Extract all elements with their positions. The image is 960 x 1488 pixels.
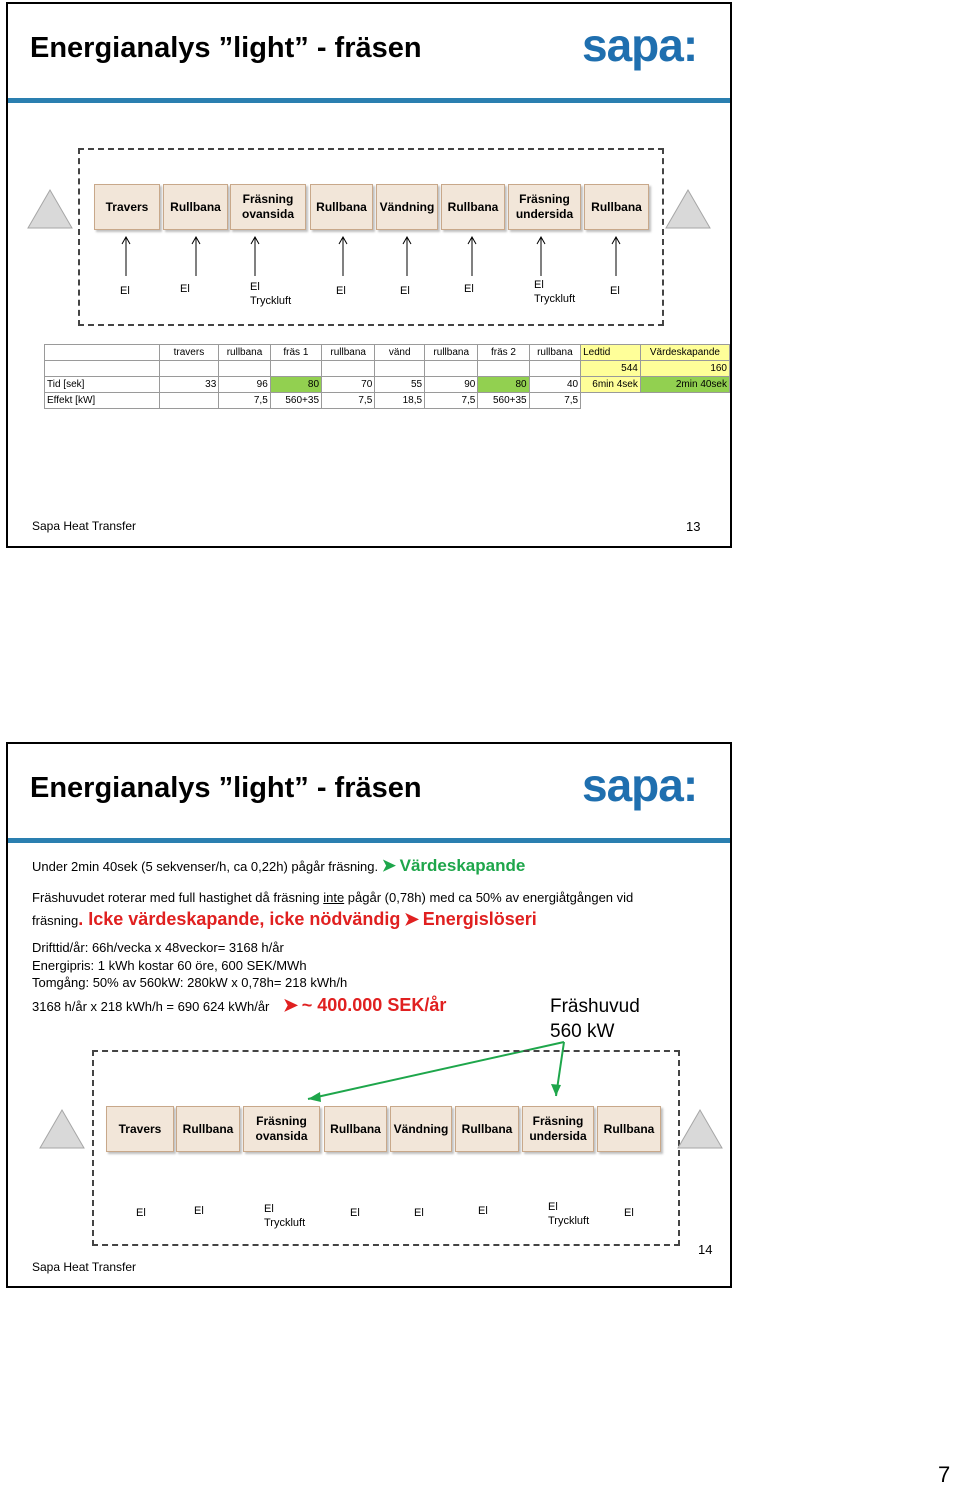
- energy-label: El: [610, 285, 620, 297]
- slide-page-number: 14: [698, 1242, 713, 1257]
- slide-page-number: 13: [686, 519, 701, 534]
- arrow-up-icon: [250, 236, 260, 276]
- left-triangle-icon: [38, 1108, 86, 1150]
- process-step-frasning-undersida: Fräsning undersida: [508, 184, 581, 230]
- energy-label: El: [400, 285, 410, 297]
- process-step-frasning-undersida: Fräsning undersida: [522, 1106, 594, 1152]
- process-step-rullbana: Rullbana: [455, 1106, 519, 1152]
- table-row: travers rullbana fräs 1 rullbana vänd rullbana fräs 2 rullbana Ledtid Värdeskapande: [45, 345, 730, 361]
- process-step-rullbana: Rullbana: [310, 184, 373, 230]
- process-step-rullbana: Rullbana: [324, 1106, 387, 1152]
- arrow-up-icon: [338, 236, 348, 276]
- slide-title: Energianalys ”light” - fräsen: [30, 772, 422, 804]
- table-row: 544 160: [45, 361, 730, 377]
- arrow-up-icon: [536, 236, 546, 276]
- arrow-right-icon: ➤: [381, 856, 397, 875]
- slide-title: Energianalys ”light” - fräsen: [30, 32, 422, 64]
- sapa-logo: sapa:: [582, 19, 698, 71]
- energy-label: El Tryckluft: [548, 1201, 590, 1227]
- process-step-vandning: Vändning: [376, 184, 438, 230]
- table-row: Effekt [kW] 7,5 560+35 7,5 18,5 7,5 560+35 7,5: [45, 393, 730, 409]
- arrow-up-icon: [402, 236, 412, 276]
- process-frame: [78, 148, 664, 326]
- calc-line-3: Tomgång: 50% av 560kW: 280kW x 0,78h= 218 kWh/h: [32, 975, 348, 990]
- energy-label: El: [120, 285, 130, 297]
- arrow-up-icon: [611, 236, 621, 276]
- process-step-rullbana: Rullbana: [441, 184, 505, 230]
- process-step-frasning-ovansida: Fräsning ovansida: [230, 184, 306, 230]
- process-step-rullbana: Rullbana: [584, 184, 649, 230]
- sapa-logo: sapa:: [582, 759, 698, 811]
- process-step-frasning-ovansida: Fräsning ovansida: [243, 1106, 320, 1152]
- slide-footer: Sapa Heat Transfer: [32, 519, 137, 533]
- energy-label: El Tryckluft: [264, 1203, 306, 1229]
- process-step-travers: Travers: [106, 1106, 174, 1152]
- callout-label: Fräshuvud 560 kW: [550, 996, 640, 1042]
- left-triangle-icon: [26, 188, 74, 230]
- arrow-right-icon: ➤: [283, 995, 299, 1015]
- process-step-vandning: Vändning: [390, 1106, 452, 1152]
- slide-14: [6, 742, 732, 1288]
- process-step-rullbana: Rullbana: [163, 184, 228, 230]
- energy-label: El: [136, 1207, 146, 1219]
- text-line-2: Fräshuvudet roterar med full hastighet då fräsning inte pågår (0,78h) med ca 50% av energiåtgången vid: [32, 890, 634, 905]
- calc-line-4: 3168 h/år x 218 kWh/h = 690 624 kWh/år ➤ ~ 400.000 SEK/år: [32, 995, 447, 1015]
- energy-label: El: [180, 283, 190, 295]
- energy-label: El: [350, 1207, 360, 1219]
- energy-label: El: [478, 1205, 488, 1217]
- energy-label: El: [336, 285, 346, 297]
- slide-13: [6, 2, 732, 548]
- arrow-right-icon: ➤: [404, 909, 420, 929]
- document-page-number: 7: [938, 1462, 951, 1487]
- arrow-up-icon: [191, 236, 201, 276]
- energy-label: El: [194, 1205, 204, 1217]
- energy-label: El: [414, 1207, 424, 1219]
- calc-line-2: Energipris: 1 kWh kostar 60 öre, 600 SEK/MWh: [32, 958, 307, 973]
- process-step-rullbana: Rullbana: [597, 1106, 661, 1152]
- arrow-up-icon: [467, 236, 477, 276]
- process-time-table: [44, 344, 730, 409]
- table-row: Tid [sek] 33 96 80 70 55 90 80 40 6min 4sek 2min 40sek: [45, 377, 730, 393]
- process-step-travers: Travers: [94, 184, 160, 230]
- energy-label: El: [464, 283, 474, 295]
- slide-footer: Sapa Heat Transfer: [32, 1260, 137, 1274]
- energy-label: El Tryckluft: [534, 279, 576, 305]
- right-triangle-icon: [676, 1108, 724, 1150]
- energy-label: El Tryckluft: [250, 281, 292, 307]
- right-triangle-icon: [664, 188, 712, 230]
- calc-line-1: Drifttid/år: 66h/vecka x 48veckor= 3168 h/år: [32, 940, 284, 955]
- arrow-up-icon: [121, 236, 131, 276]
- text-line-1: Under 2min 40sek (5 sekvenser/h, ca 0,22h) pågår fräsning. ➤ Värdeskapande: [32, 856, 526, 875]
- title-divider: [8, 98, 730, 103]
- process-step-rullbana: Rullbana: [176, 1106, 240, 1152]
- energy-label: El: [624, 1207, 634, 1219]
- text-line-3: fräsning. Icke värdeskapande, icke nödvändig ➤ Energislöseri: [32, 909, 537, 929]
